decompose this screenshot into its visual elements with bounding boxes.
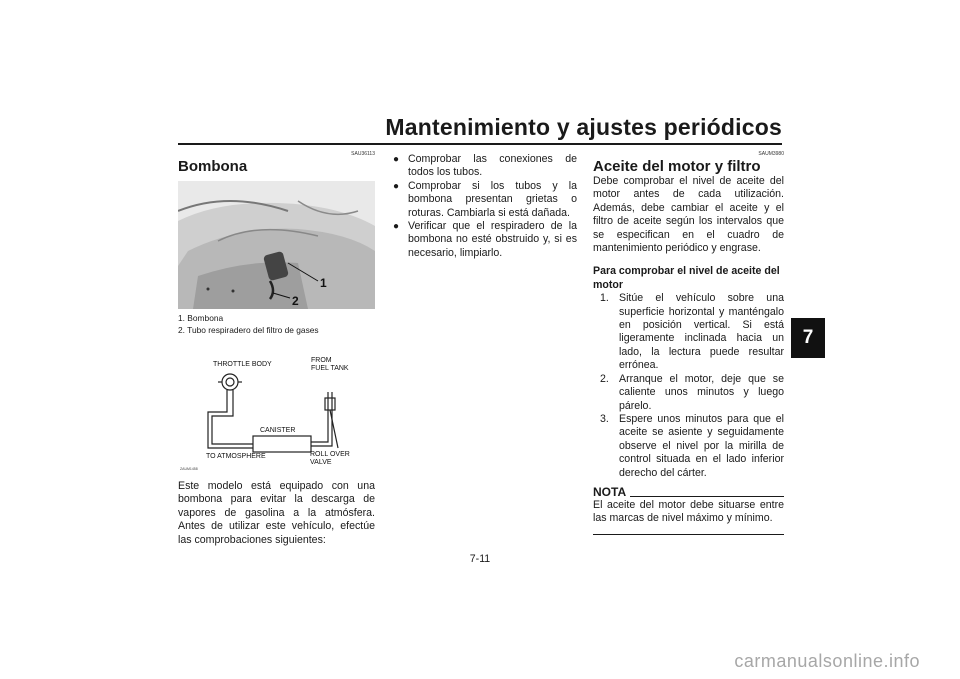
page-header-title: Mantenimiento y ajustes periódicos — [385, 114, 782, 140]
column-bombona — [178, 150, 375, 547]
watermark: carmanualsonline.info — [734, 651, 920, 671]
page-number: 7-11 — [469, 553, 491, 565]
oil-check-subhead: Para comprobar el nivel de aceite del motor — [593, 265, 780, 291]
bullet-icon: ● — [393, 180, 400, 192]
section-title-engine-oil: Aceite del motor y filtro — [593, 158, 761, 175]
nota-label: NOTA — [593, 484, 627, 499]
nota-end-rule — [593, 534, 784, 535]
nota-header — [593, 486, 784, 499]
chapter-tab: 7 — [791, 318, 825, 358]
label-to-atmosphere: TO ATMOSPHERE — [206, 453, 266, 460]
list-item: 1. Sitúe el vehículo sobre una superficie horizontal y manténgalo en posición vertical. Si está ligeramente inclinada hacia un lado, la lectura puede resultar errónea. — [600, 292, 784, 372]
check-list — [391, 153, 577, 260]
nota-rule — [630, 496, 784, 497]
list-item: ● Verificar que el respiradero de la bombona no esté obstruido y, si es necesario, limpiarlo. — [393, 220, 577, 259]
section-code: SAU36113 — [351, 151, 375, 157]
label-canister: CANISTER — [260, 427, 296, 434]
column-checks — [391, 153, 577, 260]
list-item: 2. Arranque el motor, deje que se caliente unos minutos y luego párelo. — [600, 372, 784, 412]
list-item: ● Comprobar si los tubos y la bombona presentan grietas o roturas. Cambiarla si está dañada. — [393, 179, 577, 219]
label-from: FROM — [311, 357, 332, 364]
label-valve: VALVE — [310, 459, 332, 466]
engine-oil-paragraph: Debe comprobar el nivel de aceite del motor antes de cada utilización. Además, debe cambiar el aceite y el filtro de aceite según los intervalos que se especifican en el cuadro de mantenimiento periódico y engrase. — [593, 175, 784, 255]
header-rule — [178, 143, 782, 145]
callout-2: 2 — [292, 294, 299, 308]
caption-line: 1. Bombona — [178, 313, 224, 323]
list-item: 3. Espere unos minutos para que el aceite se asiente y seguidamente observe el nivel por la mirilla de control situada en el lado inferior derecho del cárter. — [600, 412, 784, 479]
label-throttle-body: THROTTLE BODY — [213, 361, 272, 368]
section-title-bombona: Bombona — [178, 158, 248, 175]
canister-photo — [178, 181, 375, 309]
schematic-code: ZAUM1458 — [180, 467, 198, 471]
bullet-icon: ● — [393, 221, 400, 233]
bullet-icon: ● — [393, 154, 400, 165]
callout-1: 1 — [320, 276, 327, 290]
photo-caption — [178, 313, 375, 336]
label-fuel-tank: FUEL TANK — [311, 365, 349, 372]
canister-schematic — [178, 352, 375, 472]
oil-check-steps — [593, 292, 784, 480]
canister-photo-illustration — [178, 181, 375, 309]
column-engine-oil — [593, 150, 784, 535]
label-roll-over: ROLL OVER — [310, 451, 350, 458]
section-code: SAUM3980 — [758, 151, 784, 157]
caption-line: 2. Tubo respiradero del filtro de gases — [178, 324, 319, 335]
nota-text: El aceite del motor debe situarse entre las marcas de nivel máximo y mínimo. — [593, 498, 784, 525]
bombona-paragraph: Este modelo está equipado con una bombona para evitar la descarga de vapores de gasolina a la atmósfera. Antes de utilizar este vehículo, efectúe las comprobaciones siguientes: — [178, 480, 375, 546]
list-item: ● Comprobar las conexiones de todos los tubos. — [393, 153, 577, 179]
